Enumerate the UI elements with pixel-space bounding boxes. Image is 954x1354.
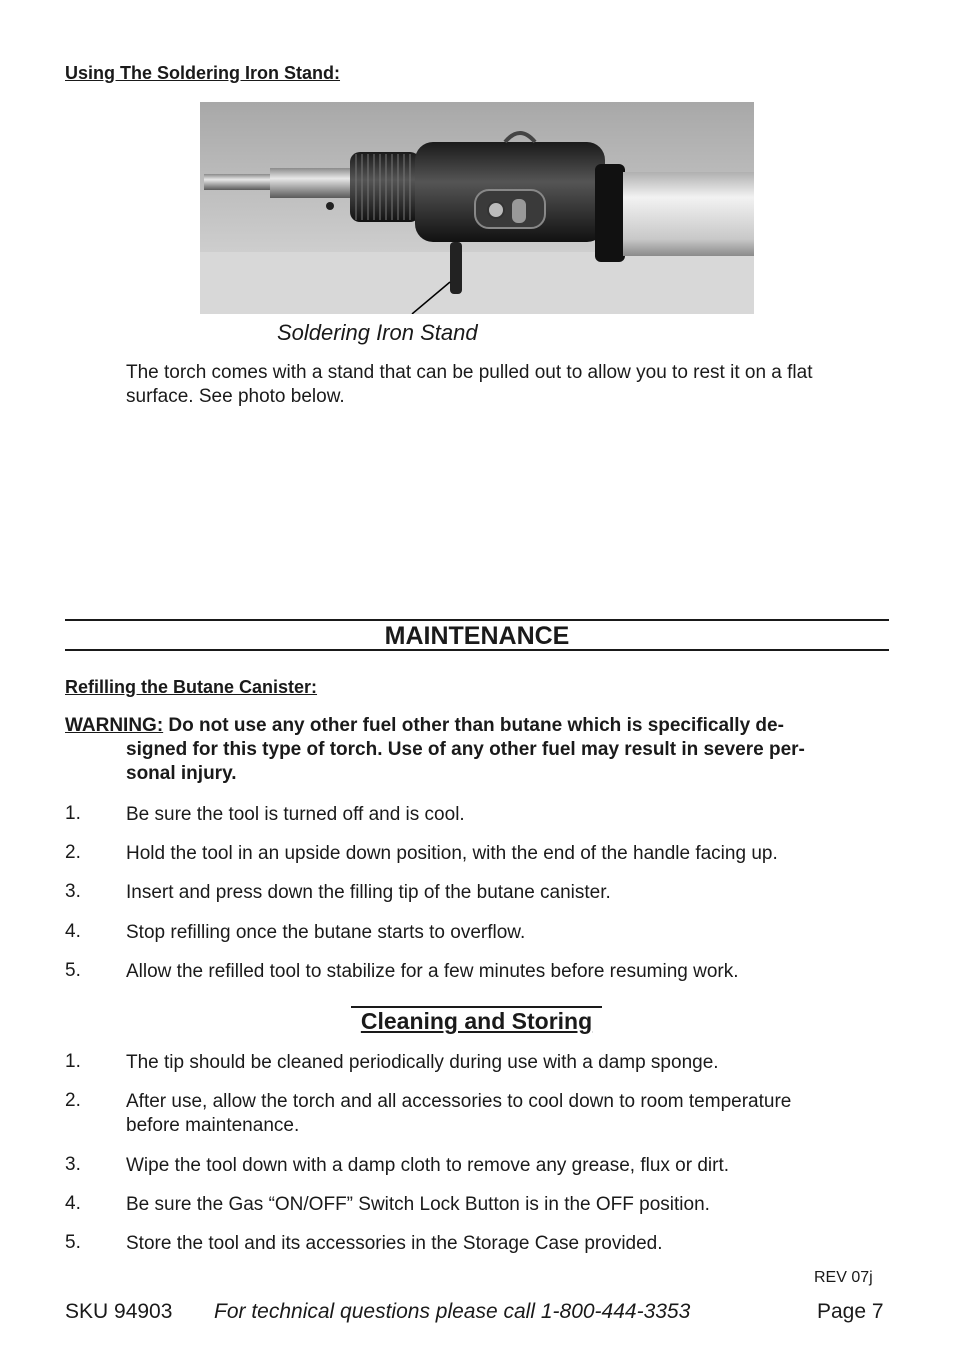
list-number: 4. (65, 1193, 81, 1214)
warning-line-3: sonal injury. (126, 763, 237, 784)
list-text: The tip should be cleaned periodically during use with a damp sponge. (126, 1052, 719, 1073)
list-number: 5. (65, 960, 81, 981)
soldering-iron-illustration (200, 102, 754, 314)
list-text: Allow the refilled tool to stabilize for a few minutes before resuming work. (126, 961, 739, 982)
list-text: Be sure the Gas “ON/OFF” Switch Lock Button is in the OFF position. (126, 1194, 710, 1215)
list-number: 1. (65, 803, 81, 824)
list-number: 2. (65, 842, 81, 863)
list-number: 2. (65, 1090, 81, 1111)
stand-description-line-2: surface. See photo below. (126, 386, 345, 407)
list-text: Store the tool and its accessories in the Storage Case provided. (126, 1233, 663, 1254)
stand-description-line-1: The torch comes with a stand that can be pulled out to allow you to rest it on a flat (126, 362, 813, 383)
refill-heading: Refilling the Butane Canister: (65, 677, 318, 697)
list-number: 3. (65, 1154, 81, 1175)
list-text: Wipe the tool down with a damp cloth to remove any grease, flux or dirt. (126, 1155, 730, 1176)
list-number: 3. (65, 881, 81, 902)
footer-sku: SKU 94903 (65, 1300, 173, 1323)
list-text (126, 1090, 886, 1138)
list-text-line-2: before maintenance. (126, 1115, 300, 1136)
maintenance-title: MAINTENANCE (384, 622, 570, 650)
warning-block (65, 714, 865, 786)
maintenance-rule-bottom (65, 649, 889, 651)
photo-caption: Soldering Iron Stand (277, 320, 478, 345)
cleaning-title: Cleaning and Storing (351, 1006, 602, 1035)
soldering-iron-photo (200, 102, 754, 314)
list-number: 5. (65, 1232, 81, 1253)
list-text: Stop refilling once the butane starts to overflow. (126, 922, 526, 943)
list-number: 1. (65, 1051, 81, 1072)
list-text: Be sure the tool is turned off and is cool. (126, 804, 465, 825)
list-text: Insert and press down the filling tip of the butane canister. (126, 882, 611, 903)
revision-label: REV 07j (814, 1269, 873, 1286)
warning-line-1: Do not use any other fuel other than butane which is specifically de- (163, 715, 784, 736)
footer-support: For technical questions please call 1-800-444-3353 (214, 1300, 691, 1323)
section-heading-stand: Using The Soldering Iron Stand: (65, 63, 341, 83)
stand-description (126, 361, 906, 409)
list-text: Hold the tool in an upside down position, with the end of the handle facing up. (126, 843, 778, 864)
list-text-line-1: After use, allow the torch and all accessories to cool down to room temperature (126, 1091, 792, 1112)
footer-page-number: Page 7 (817, 1300, 884, 1323)
list-number: 4. (65, 921, 81, 942)
warning-line-2: signed for this type of torch. Use of any other fuel may result in severe per- (126, 739, 805, 760)
warning-label: WARNING: (65, 715, 164, 736)
maintenance-rule-top (65, 619, 889, 621)
